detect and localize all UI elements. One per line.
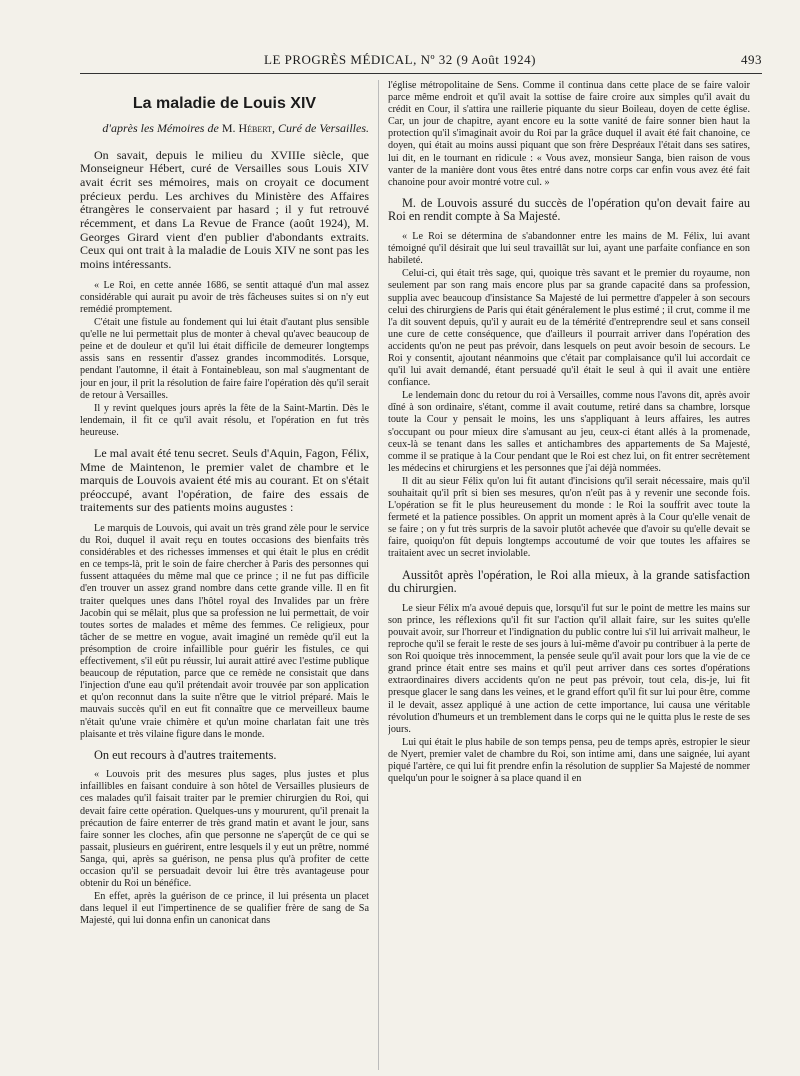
quote-block-4 bbox=[388, 231, 750, 561]
journal-title: LE PROGRÈS MÉDICAL, Nº 32 (9 Août 1924) bbox=[264, 52, 536, 67]
header-rule bbox=[80, 73, 762, 74]
column-divider bbox=[378, 80, 379, 1070]
quote-paragraph: « Le Roi, en cette année 1686, se sentit attaqué d'un mal assez considérable qui aurait pu avoir de très fâcheuses suites si on n'y eut remédié promptement. bbox=[80, 279, 369, 316]
left-column bbox=[80, 80, 369, 1070]
intro-block bbox=[80, 149, 369, 272]
right-column bbox=[388, 80, 750, 1070]
intro-paragraph: On savait, depuis le milieu du XVIIIe siècle, que Monseigneur Hébert, curé de Versailles sous Louis XIV avait écrit ses mémoires, mais on croyait ce document précieux perdu. Les archives du Ministère des Affaires étrangères le conservaient par hasard ; il y fut retrouvé récemment, et dans La Revue de France (août 1924), M. Georges Girard vient d'en publier d'abondants extraits. Ceux qui ont trait à la maladie de Louis XIV ne sont pas les moins intéressants. bbox=[80, 147, 369, 272]
byline-name: M. Hébert bbox=[221, 121, 272, 136]
quote-paragraph: En effet, après la guérison de ce prince, il lui présenta un placet dans lequel il eut l'impertinence de se qualifier frère de sang de Sa Majesté, qui lui donna enfin un canonicat dans bbox=[80, 891, 369, 927]
quote-paragraph: C'était une fistule au fondement qui lui était d'autant plus sensible qu'elle ne lui permettait plus de monter à cheval qu'avec beaucoup de peine et de douleur et qu'il lui était difficile de demeurer longtemps assis sans en ressentir d'assez grandes incommodités. Lorsque, pendant l'automne, il était à Fontainebleau, son mal s'augmentant de jour en jour, il prit la résolution de faire faire l'opération dès qu'il serait de retour à Versailles. bbox=[80, 317, 369, 401]
section-heading: On eut recours à d'autres traitements. bbox=[94, 747, 277, 762]
quote-paragraph: Le sieur Félix m'a avoué depuis que, lorsqu'il fut sur le point de mettre les mains sur son prince, les réflexions qu'il fit sur l'action qu'il allait faire, sur les suites qu'elle pouvait avoir, sur l'horreur et l'indignation du public contre lui s'il lui arrivait malheur, le reproche qu'il se ferait le reste de ses jours à lui-même d'avoir pu contribuer à la perte de son Roi quoique très innocemment, la pensée seule qu'il avait pour lors que la vie de ce grand prince était entre ses mains et qu'il peut arriver dans ces sortes d'opérations extraordinaires divers accidents qu'on ne peut pas prévoir, tout cela, dis-je, lui fit presque glacer le sang dans les veines, et le grand effort qu'il fit sur lui pour être, comme il le devait, assez appliqué à une action de cette importance, lui causa une véritable révolution d'humeurs et un tremblement dans le corps qui ne le quitta plus le reste de ses jours. bbox=[388, 602, 750, 735]
quote-paragraph: Il dit au sieur Félix qu'on lui fit autant d'incisions qu'il serait nécessaire, mais qu'il souhaitait qu'il prît si bien ses mesures, qu'on n'eût pas à y revenir une seconde fois. L'opération se fit le plus heureusement du monde : le Roi la souffrit avec toute la fermeté et la patience possibles. On apprit un moment après à la Cour qu'elle venait de se faire ; on y fut très surpris de la savoir plutôt achevée que d'avoir su qu'elle devait se faire, quoiqu'on fût depuis longtemps accoutumé de voir que toutes les affaires se traitaient avec un secret inviolable. bbox=[388, 475, 750, 560]
byline bbox=[80, 122, 369, 134]
quote-continuation bbox=[388, 80, 750, 189]
quote-paragraph: Il y revint quelques jours après la fête de la Saint-Martin. Dès le lendemain, il fit ce qu'il avait résolu, et l'opération en fut très heureuse. bbox=[80, 402, 369, 438]
quote-paragraph: Celui-ci, qui était très sage, qui, quoique très savant et le premier du royaume, non seulement par son rang mais encore plus par sa grande capacité dans sa profession, supplia avec beaucoup d'insistance Sa Majesté de lui permettre d'appeler à son secours celui des chirurgiens de Paris qui était généralement le plus estimé ; il crut, comme il me l'a dit souvent depuis, qu'il y aurait eu de la témérité d'entreprendre seul et sans conseil une cure de cette conséquence, que d'ailleurs il pourrait arriver dans l'opération des accidents qu'on ne peut pas prévoir, dans lesquels on peut avoir besoin de secours. Le Roi y consentit, ajoutant néanmoins que c'était par complaisance qu'il lui accordait ce qu'il lui avait demandé, étant persuadé qu'il était le seul à qui il avait une entière confiance. bbox=[388, 268, 750, 389]
section-heading: M. de Louvois assuré du succès de l'opération qu'on devait faire au Roi en rendit compte à Sa Majesté. bbox=[388, 195, 750, 224]
byline-prefix: d'après les Mémoires de bbox=[102, 121, 219, 136]
section-heading: Aussitôt après l'opération, le Roi alla mieux, à la grande satisfaction du chirurgien. bbox=[388, 567, 750, 596]
page-number: 493 bbox=[741, 52, 762, 67]
quote-paragraph: Lui qui était le plus habile de son temps pensa, peu de temps après, estropier le sieur de Nyert, premier valet de chambre du Roi, son intime ami, dans une saignée, lui ayant piqué l'artère, ce qui lui fit prendre enfin la résolution de supplier Sa Majesté de nommer quelqu'un pour le soigner à sa place quand il en bbox=[388, 736, 750, 785]
quote-block-3 bbox=[80, 769, 369, 927]
quote-block-5 bbox=[388, 603, 750, 785]
running-head bbox=[0, 52, 800, 72]
quote-paragraph: l'église métropolitaine de Sens. Comme il continua dans cette place de se faire valoir parce même endroit et qu'il avait la sottise de faire croire aux simples qu'il avait du crédit en Cour, il s'attira une raillerie piquante du sieur Boileau, doyen de cette église. Car, un jour de chapitre, ayant encore eu la sotte vanité de faire sonner bien haut la protection qu'il s'imaginait avoir du Roi par la grâce duquel il avait été fait chanoine, ce doyen, qui était au moins aussi piquant que son frère Despréaux l'était dans ses satires, lui dit, en le tournant en ridicule : « Vous avez, monsieur Sanga, bien raison de vous vanter de la manière dont vous êtes entré dans notre corps car enfin vous avez été fait chanoine pour avoir montré votre cul. » bbox=[388, 80, 750, 188]
narrative-block-1 bbox=[80, 447, 369, 515]
quote-block-2 bbox=[80, 523, 369, 741]
quote-paragraph: Le lendemain donc du retour du roi à Versailles, comme nous l'avons dit, après avoir dîné à son ordinaire, s'étant, comme il avait coutume, retiré dans sa chambre, lorsque toute la Cour y pensait le moins, les uns s'appliquant à leurs affaires, les autres s'occupant ou pour mieux dire s'amusant au jeu, ceux-ci étant allés à la promenade, ceux-là se tenant dans les salles et antichambres des appartements de Sa Majesté, comme il se pratique à la Cour pendant que le Roi est chez lui, on fit entrer secrètement les médecins et chirurgiens et les personnes que j'ai déjà nommées. bbox=[388, 390, 750, 474]
article-title: La maladie de Louis XIV bbox=[132, 95, 317, 112]
quote-block-1 bbox=[80, 280, 369, 439]
narrative-paragraph: Le mal avait été tenu secret. Seuls d'Aquin, Fagon, Félix, Mme de Maintenon, le premier valet de chambre et le marquis de Louvois avaient été mis au courant. Et on s'était préoccupé, avant l'opération, de faire des essais de traitements sur des patients moins augustes : bbox=[80, 446, 369, 515]
quote-paragraph: « Louvois prit des mesures plus sages, plus justes et plus infaillibles en faisant conduire à son hôtel de Versailles plusieurs de ces malades qu'il faisait traiter par le premier chirurgien du Roi, qui devait faire cette opération. Quelques-uns y moururent, qu'il prenait la précaution de faire enterrer de très grand matin et avant le jour, sans faire sonner les cloches, afin que personne ne s'aperçût de ce qui se passait, plusieurs en guérirent, entre lesquels il y eut un prêtre, nommé Sanga, qui, après sa guérison, ne pensa plus qu'à profiter de cette occasion qu'il se persuadait devoir lui être très avantageuse pour obtenir du Roi un bénéfice. bbox=[80, 769, 369, 890]
quote-paragraph: Le marquis de Louvois, qui avait un très grand zèle pour le service du Roi, duquel il avait reçu en toutes occasions des bienfaits très considérables et des richesses immenses et qui était le plus en crédit en ce temps-là, prit le soin de faire chercher à Paris des personnes qui fussent attaquées du même mal que ce prince ; il ne fut pas difficile d'en trouver un assez grand nombre dans cette grande ville. Il en fit traiter quelques unes dans l'hôtel royal des Invalides par un frère Jacobin qui se mêlait, plus que sa profession ne lui permettait, de voir toutes sortes de malades et même des femmes. Ce religieux, pour tâcher de se mettre en vogue, avait imaginé un remède qu'il eut la présomption de croire infaillible pour guérir les fistules, ce qui effectivement, s'il eût pu réussir, lui aurait attiré avec l'estime publique beaucoup de réputation, parce que ce remède ne consistait que dans l'injection d'une eau qu'il prétendait avoir trouvée par son application et qu'on reconnut dans la suite n'être que le vitriol préparé. Mais le mauvais succès qu'il en eut fit connaître que ce merveilleux baume n'était qu'une vraie chimère et qu'un moine charlatan fait une très plaisante et très vilaine figure dans le monde. bbox=[80, 523, 369, 740]
quote-paragraph: « Le Roi se détermina de s'abandonner entre les mains de M. Félix, lui avant témoigné qu'il désirait que lui seul travaillât sur lui, ayant une parfaite confiance en son habileté. bbox=[388, 231, 750, 267]
byline-suffix: , Curé de Versailles. bbox=[272, 121, 369, 136]
